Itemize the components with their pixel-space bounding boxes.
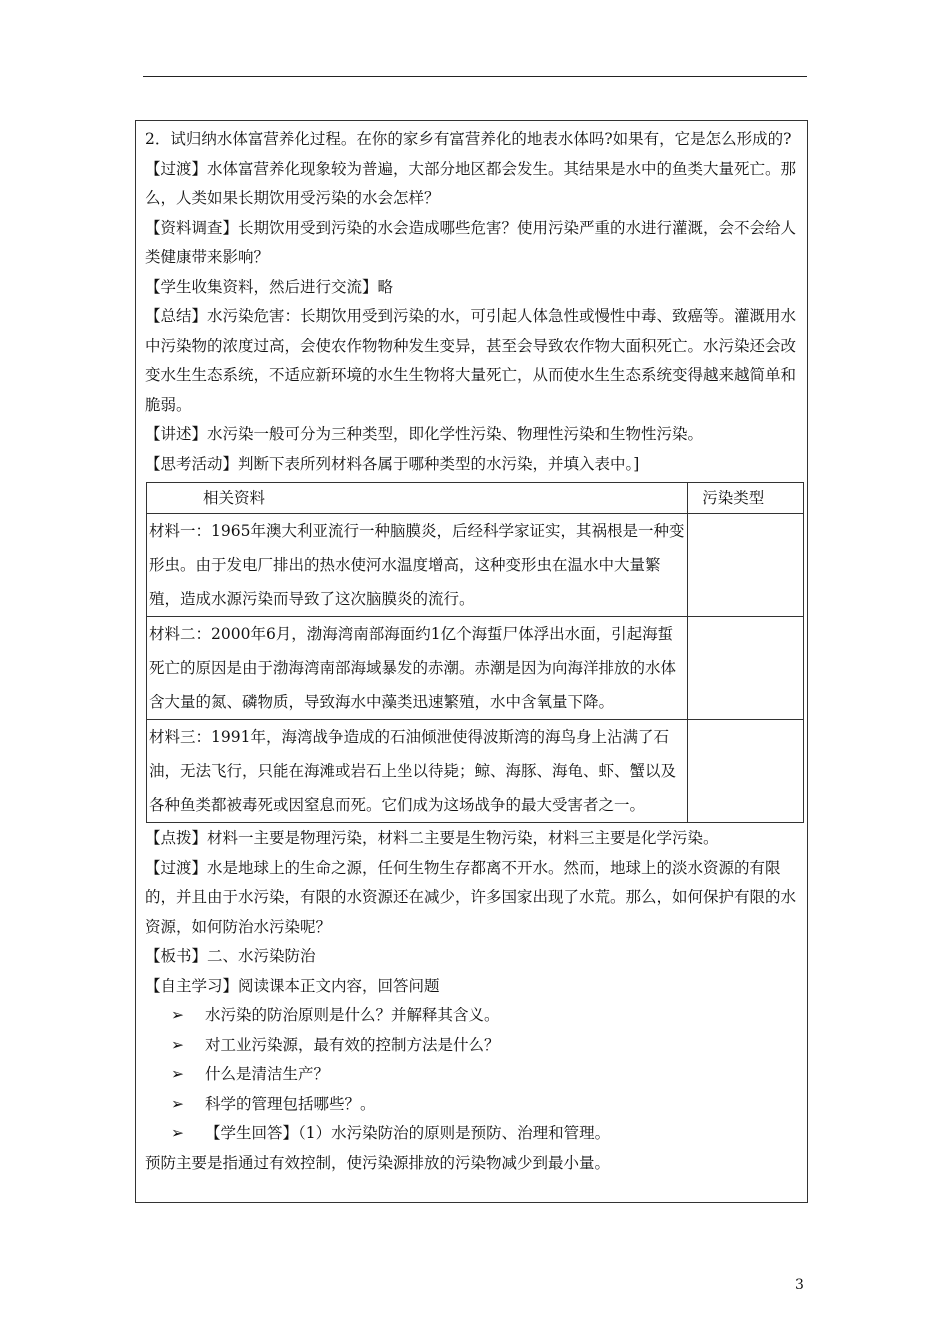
transition-paragraph-2: 【过渡】水是地球上的生命之源，任何生物生存都离不开水。然而，地球上的淡水资源的有限的，并且由于水污染，有限的水资源还在减少，许多国家出现了水荒。那么，如何保护有限的水资源，如何防治水污染呢？ [145, 858, 797, 936]
hint-paragraph: 【点拨】材料一主要是物理污染，材料二主要是生物污染，材料三主要是化学污染。 [145, 829, 719, 847]
header-source: 相关资料 [147, 483, 688, 514]
list-item-text: 水污染的防治原则是什么？并解释其含义。 [205, 1006, 500, 1024]
board-heading: 【板书】二、水污染防治 [145, 947, 316, 965]
summary-paragraph: 【总结】水污染危害：长期饮用受到污染的水，可引起人体急性或慢性中毒、致癌等。灌溉用水中污染物的浓度过高，会使农作物物种发生变异，甚至会导致农作物大面积死亡。水污染还会改变水生生态系统，不适应新环境的水生生物将大量死亡，从而使水生生态系统变得越来越简单和脆弱。 [145, 307, 797, 414]
list-item [145, 1001, 805, 1031]
arrow-bullet-icon: ➢ [171, 1006, 184, 1024]
table-header-row [147, 483, 804, 514]
research-paragraph: 【资料调查】长期饮用受到污染的水会造成哪些危害？使用污染严重的水进行灌溉，会不会给人类健康带来影响？ [145, 218, 797, 266]
material-1: 材料一：1965年澳大利亚流行一种脑膜炎，后经科学家证实，其祸根是一种变形虫。由于发电厂排出的热水使河水温度增高，这种变形虫在温水中大量繁殖，造成水源污染而导致了这次脑膜炎的流行。 [147, 514, 688, 617]
type-cell-2 [688, 617, 804, 720]
arrow-bullet-icon: ➢ [171, 1124, 184, 1142]
arrow-bullet-icon: ➢ [171, 1035, 184, 1054]
lesson-content [145, 125, 805, 1178]
lesson-frame [135, 120, 808, 1203]
list-item-text: 【学生回答】（1）水污染防治的原则是预防、治理和管理。 [205, 1124, 611, 1142]
header-rule [143, 76, 807, 77]
type-cell-3 [688, 720, 804, 823]
transition-paragraph: 【过渡】水体富营养化现象较为普遍，大部分地区都会发生。其结果是水中的鱼类大量死亡。那么，人类如果长期饮用受污染的水会怎样？ [145, 159, 797, 207]
table-row [147, 617, 804, 720]
table-row [147, 514, 804, 617]
list-item [145, 1060, 805, 1090]
type-cell-1 [688, 514, 804, 617]
lecture-paragraph: 【讲述】水污染一般可分为三种类型，即化学性污染、物理性污染和生物性污染。 [145, 425, 704, 443]
self-study: 【自主学习】阅读课本正文内容，回答问题 [145, 976, 440, 995]
list-item [145, 1031, 805, 1061]
list-item [145, 1090, 805, 1120]
list-item-text: 什么是清洁生产？ [205, 1065, 330, 1083]
header-type: 污染类型 [688, 483, 804, 514]
list-item [145, 1119, 805, 1149]
arrow-bullet-icon: ➢ [171, 1065, 184, 1083]
page-number: 3 [795, 1277, 804, 1293]
thinking-activity: 【思考活动】判断下表所列材料各属于哪种类型的水污染，并填入表中。] [145, 454, 640, 473]
final-paragraph: 预防主要是指通过有效控制，使污染源排放的污染物减少到最小量。 [145, 1153, 611, 1172]
pollution-type-table [146, 482, 804, 823]
material-3: 材料三：1991年，海湾战争造成的石油倾泄使得波斯湾的海鸟身上沾满了石油，无法飞行，只能在海滩或岩石上坐以待毙；鲸、海豚、海龟、虾、蟹以及各种鱼类都被毒死或因窒息而死。它们成为这场战争的最大受害者之一。 [147, 720, 688, 823]
list-item-text: 对工业污染源，最有效的控制方法是什么？ [205, 1035, 500, 1054]
arrow-bullet-icon: ➢ [171, 1094, 184, 1113]
table-row [147, 720, 804, 823]
student-activity: 【学生收集资料，然后进行交流】略 [145, 277, 394, 296]
question-2: 2．试归纳水体富营养化过程。在你的家乡有富营养化的地表水体吗?如果有，它是怎么形成的? [145, 130, 792, 148]
list-item-text: 科学的管理包括哪些？。 [205, 1094, 376, 1113]
material-2: 材料二：2000年6月，渤海湾南部海面约1亿个海蜇尸体浮出水面，引起海蜇死亡的原因是由于渤海湾南部海域暴发的赤潮。赤潮是因为向海洋排放的水体含大量的氮、磷物质，导致海水中藻类迅速繁殖，水中含氧量下降。 [147, 617, 688, 720]
